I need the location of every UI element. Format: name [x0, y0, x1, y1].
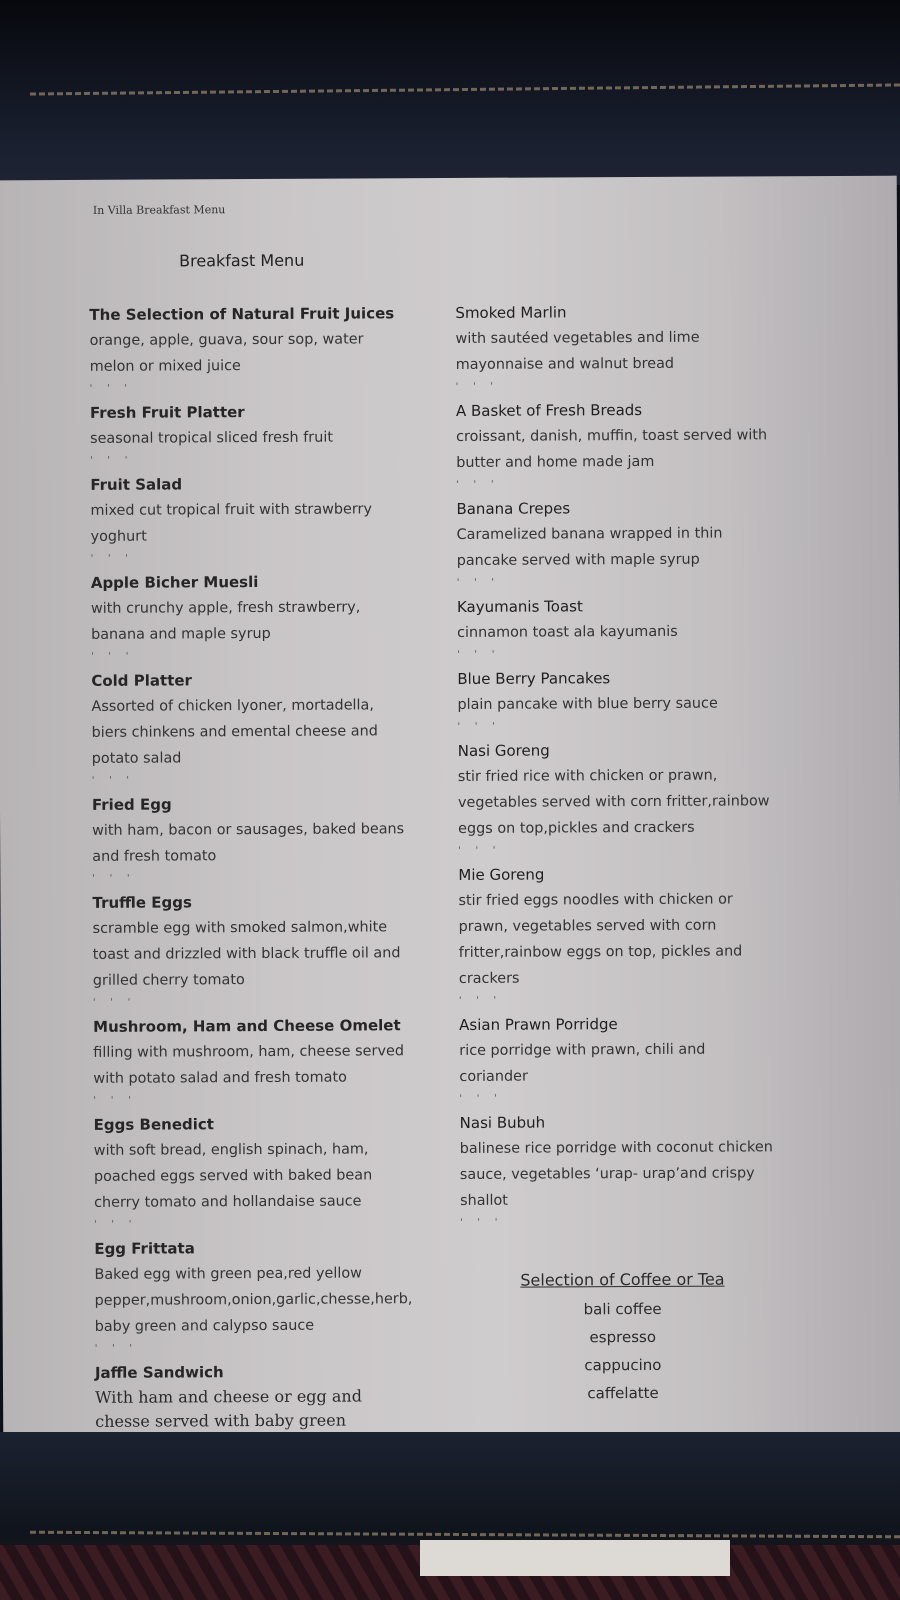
coffee-item: caffelatte [587, 1383, 659, 1403]
menu-item-description: with potato salad and fresh tomato [93, 1069, 347, 1087]
menu-item-description: butter and home made jam [456, 453, 655, 471]
menu-item [91, 666, 452, 772]
separator-marks: ' ' ' [89, 383, 133, 394]
menu-item-description: With ham and cheese or egg and [95, 1386, 362, 1407]
separator-marks: ' ' ' [457, 649, 501, 660]
paper-strip [420, 1540, 730, 1576]
menu-item-title: Mie Goreng [458, 865, 545, 884]
menu-item-title: The Selection of Natural Fruit Juices [89, 304, 395, 324]
menu-item-title: Nasi Goreng [457, 741, 550, 760]
menu-item-description: and fresh tomato [92, 848, 217, 865]
separator-marks: ' ' ' [93, 1095, 137, 1106]
separator-marks: ' ' ' [91, 651, 135, 662]
menu-item-title: Mushroom, Ham and Cheese Omelet [93, 1016, 401, 1036]
menu-item-description: coriander [459, 1068, 528, 1085]
menu-item-description: croissant, danish, muffin, toast served with [456, 427, 768, 445]
coffee-tea-section [502, 1264, 743, 1407]
menu-item-description: filling with mushroom, ham, cheese served [93, 1043, 404, 1061]
menu-item [90, 398, 450, 452]
coffee-item: espresso [589, 1327, 657, 1347]
separator-marks: ' ' ' [458, 995, 503, 1006]
menu-item-description: shallot [460, 1192, 508, 1209]
menu-item-description: cherry tomato and hollandaise sauce [94, 1193, 362, 1211]
menu-item-description: baby green and calypso sauce [94, 1317, 315, 1335]
menu-item [94, 1234, 455, 1340]
menu-item [95, 1358, 455, 1434]
menu-item-description: pancake served with maple syrup [456, 551, 700, 569]
header-note: In Villa Breakfast Menu [92, 203, 226, 217]
menu-item-title: Eggs Benedict [93, 1115, 214, 1134]
separator-marks: ' ' ' [456, 577, 500, 588]
menu-item [458, 736, 819, 842]
separator-marks: ' ' ' [456, 479, 500, 490]
menu-item-title: Apple Bicher Muesli [90, 573, 259, 592]
menu-item-description: mixed cut tropical fruit with strawberry [90, 501, 373, 519]
separator-marks: ' ' ' [459, 1093, 503, 1104]
menu-item-description: plain pancake with blue berry sauce [457, 695, 718, 713]
menu-item-description: with soft bread, english spinach, ham, [93, 1141, 369, 1159]
menu-item-description: biers chinkens and emental cheese and [91, 723, 378, 741]
menu-item [93, 1012, 453, 1092]
menu-item [460, 1108, 821, 1214]
menu-item-description: chesse served with baby green [95, 1410, 347, 1431]
menu-item-description: grilled cherry tomato [92, 972, 245, 989]
menu-item [459, 1010, 819, 1090]
menu-item-description: vegetables served with corn fritter,rainbow [457, 793, 770, 811]
menu-item [457, 592, 817, 646]
separator-marks: ' ' ' [92, 873, 136, 884]
menu-item-title: Fresh Fruit Platter [89, 403, 245, 422]
menu-item-title: Fruit Salad [90, 475, 183, 494]
menu-item-description: fritter,rainbow eggs on top, pickles and [458, 943, 743, 961]
menu-item-description: Caramelized banana wrapped in thin [456, 525, 723, 543]
menu-item-title: Banana Crepes [456, 499, 571, 518]
menu-item-description: with sautéed vegetables and lime [455, 329, 700, 347]
separator-marks: ' ' ' [460, 1217, 504, 1228]
menu-item-description: with ham, bacon or sausages, baked beans [92, 821, 405, 839]
menu-item-description: rice porridge with prawn, chili and [459, 1041, 706, 1059]
menu-item [89, 300, 449, 380]
separator-marks: ' ' ' [94, 1343, 139, 1354]
separator-marks: ' ' ' [457, 721, 501, 732]
menu-item-description: orange, apple, guava, sour sop, water [89, 331, 364, 349]
menu-item-description: potato salad [91, 750, 182, 767]
menu-item-description: cinnamon toast ala kayumanis [457, 623, 678, 641]
menu-item-description: yoghurt [90, 528, 147, 545]
separator-marks: ' ' ' [90, 553, 134, 564]
menu-item-description: eggs on top,pickles and crackers [458, 819, 695, 837]
menu-item-description: prawn, vegetables served with corn [458, 917, 717, 935]
menu-item-description: Baked egg with green pea,red yellow [94, 1265, 362, 1283]
menu-item [90, 470, 450, 550]
menu-item-description: Assorted of chicken lyoner, mortadella, [91, 697, 374, 715]
menu-item-title: Smoked Marlin [455, 303, 567, 322]
coffee-item: bali coffee [583, 1299, 662, 1319]
menu-item-title: Fried Egg [91, 795, 172, 814]
menu-item-description: banana and maple syrup [91, 625, 271, 643]
menu-item-title: Nasi Bubuh [459, 1113, 546, 1132]
menu-item-description: stir fried eggs noodles with chicken or [458, 891, 733, 909]
menu-item-description: pepper,mushroom,onion,garlic,chesse,herb, [94, 1291, 413, 1309]
menu-item-title: Asian Prawn Porridge [459, 1015, 618, 1034]
separator-marks: ' ' ' [94, 1219, 138, 1230]
menu-item-description: melon or mixed juice [89, 358, 241, 375]
menu-item-description: poached eggs served with baked bean [93, 1167, 373, 1185]
menu-item-title: Kayumanis Toast [456, 597, 583, 616]
menu-item-description: balinese rice porridge with coconut chicken [459, 1139, 773, 1157]
menu-item [94, 1110, 455, 1216]
menu-item-title: Egg Frittata [94, 1239, 195, 1258]
coffee-item: cappucino [584, 1355, 662, 1375]
menu-item-description: scramble egg with smoked salmon,white [92, 919, 388, 937]
menu-item [457, 664, 817, 718]
separator-marks: ' ' ' [90, 455, 134, 466]
menu-item [458, 860, 819, 992]
menu-item-title: A Basket of Fresh Breads [455, 400, 643, 420]
separator-marks: ' ' ' [91, 775, 136, 786]
separator-marks: ' ' ' [92, 997, 137, 1008]
menu-item [455, 298, 815, 378]
menu-item [92, 790, 452, 870]
menu-item-title: Cold Platter [91, 671, 192, 690]
coffee-tea-title: Selection of Coffee or Tea [520, 1269, 725, 1290]
menu-item-title: Blue Berry Pancakes [457, 669, 611, 688]
menu-item-title: Jaffle Sandwich [94, 1363, 224, 1382]
menu-item [456, 494, 816, 574]
menu-item-description: with crunchy apple, fresh strawberry, [90, 599, 361, 617]
left-column [89, 300, 455, 1434]
separator-marks: ' ' ' [458, 845, 502, 856]
menu-item-description: stir fried rice with chicken or prawn, [457, 767, 718, 785]
right-column [455, 298, 820, 1234]
separator-marks: ' ' ' [455, 381, 499, 392]
menu-item-description: toast and drizzled with black truffle oil and [92, 945, 401, 963]
menu-item-description: crackers [458, 970, 520, 987]
menu-item-description: mayonnaise and walnut bread [455, 355, 675, 373]
menu-item [456, 396, 816, 476]
menu-item [91, 568, 451, 648]
menu-item-description: sauce, vegetables ‘urap- urap’and crispy [459, 1165, 755, 1183]
menu-item-title: Truffle Eggs [92, 893, 192, 912]
menu-item [92, 888, 453, 994]
menu-page [0, 176, 900, 1443]
menu-title: Breakfast Menu [179, 250, 305, 271]
menu-item-description: seasonal tropical sliced fresh fruit [90, 429, 334, 447]
